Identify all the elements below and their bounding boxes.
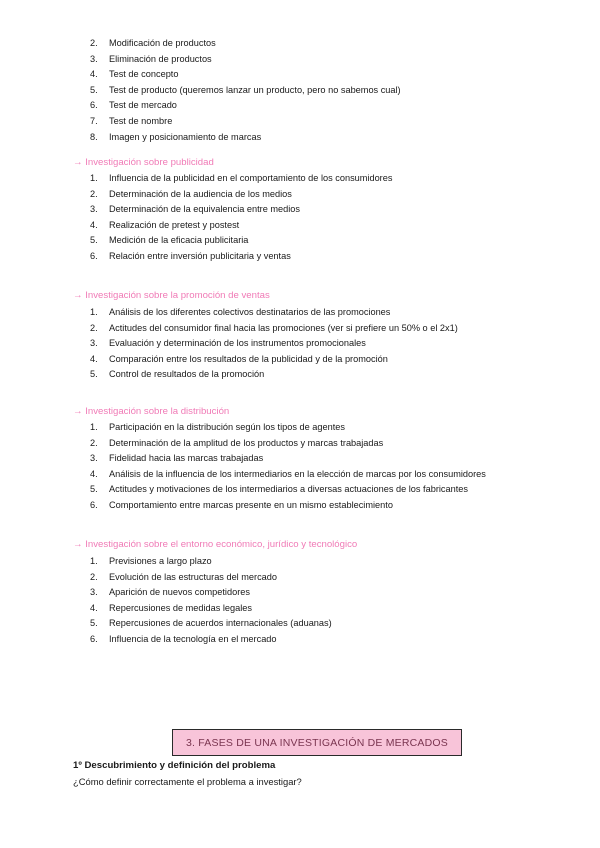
list-item-number: 2. — [90, 322, 98, 333]
list-item-number: 3. — [90, 53, 98, 64]
list-item — [0, 114, 600, 130]
list-item — [0, 467, 600, 483]
heading-entorno: → Investigación sobre el entorno económico, jurídico y tecnológico — [73, 539, 358, 550]
list-item — [0, 367, 600, 383]
list-item-text: Test de mercado — [109, 100, 177, 111]
list-item — [0, 570, 600, 586]
list-item-number: 3. — [90, 338, 98, 349]
list-item-number: 5. — [90, 618, 98, 629]
list-item — [0, 585, 600, 601]
list-item-text: Imagen y posicionamiento de marcas — [109, 131, 262, 142]
list-item-number: 4. — [90, 219, 98, 230]
phase-subtitle: 1º Descubrimiento y definición del problema — [73, 760, 276, 771]
list-item — [0, 352, 600, 368]
list-item-number: 6. — [90, 100, 98, 111]
list-item-text: Influencia de la tecnología en el mercado — [109, 633, 277, 644]
list-item-text: Actitudes del consumidor final hacia las promociones (ver si prefiere un 50% o el 2x1) — [109, 322, 458, 333]
list-item — [0, 601, 600, 617]
list-item-number: 2. — [90, 571, 98, 582]
list-item — [0, 202, 600, 218]
list-item — [0, 554, 600, 570]
list-item-number: 1. — [90, 173, 98, 183]
list-item-text: Test de producto (queremos lanzar un producto, pero no sabemos cual) — [109, 84, 401, 95]
heading-publicidad: → Investigación sobre publicidad — [73, 157, 214, 168]
list-item-text: Análisis de los diferentes colectivos destinatarios de las promociones — [109, 307, 391, 317]
list-item — [0, 632, 600, 648]
list-item — [0, 83, 600, 99]
phase-question: ¿Cómo definir correctamente el problema a investigar? — [73, 776, 302, 787]
list-item-text: Eliminación de productos — [109, 53, 212, 64]
list-item-text: Realización de pretest y postest — [109, 219, 240, 230]
section-title-box — [172, 729, 462, 756]
list-item-number: 6. — [90, 633, 98, 644]
list-item — [0, 482, 600, 498]
list-item — [0, 233, 600, 249]
list-item-text: Determinación de la audiencia de los medios — [109, 188, 292, 199]
list-item-number: 5. — [90, 484, 98, 495]
list-item-text: Fidelidad hacia las marcas trabajadas — [109, 453, 264, 464]
list-item-text: Relación entre inversión publicitaria y ventas — [109, 250, 291, 261]
list-item-text: Test de concepto — [109, 69, 179, 80]
list-item — [0, 336, 600, 352]
product-research-list — [0, 36, 600, 145]
list-item-text: Determinación de la equivalencia entre medios — [109, 204, 301, 215]
list-item-number: 4. — [90, 468, 98, 479]
list-item — [0, 130, 600, 146]
heading-distribucion: → Investigación sobre la distribución — [73, 406, 230, 417]
list-item-number: 1. — [90, 422, 98, 432]
list-item-number: 1. — [90, 556, 98, 566]
list-item — [0, 67, 600, 83]
list-item-number: 5. — [90, 84, 98, 95]
list-item — [0, 36, 600, 52]
list-item-number: 7. — [90, 115, 98, 126]
list-item — [0, 321, 600, 337]
list-item-text: Medición de la eficacia publicitaria — [109, 235, 249, 246]
list-item — [0, 187, 600, 203]
list-item — [0, 420, 600, 436]
list-item-text: Modificación de productos — [109, 38, 216, 48]
list-item — [0, 98, 600, 114]
list-item-number: 6. — [90, 499, 98, 510]
list-item-number: 4. — [90, 353, 98, 364]
list-item — [0, 171, 600, 187]
list-item — [0, 498, 600, 514]
list-item-text: Evaluación y determinación de los instrumentos promocionales — [109, 338, 366, 349]
list-item-number: 2. — [90, 437, 98, 448]
list-item-text: Influencia de la publicidad en el comportamiento de los consumidores — [109, 173, 393, 183]
list-item-number: 3. — [90, 453, 98, 464]
list-item-number: 5. — [90, 369, 98, 380]
list-item — [0, 305, 600, 321]
list-item — [0, 436, 600, 452]
publicidad-list — [0, 171, 600, 265]
list-item-number: 3. — [90, 204, 98, 215]
heading-promocion: → Investigación sobre la promoción de ventas — [73, 290, 270, 301]
list-item-number: 5. — [90, 235, 98, 246]
list-item-text: Actitudes y motivaciones de los intermediarios a diversas actuaciones de los fabricantes — [109, 484, 469, 495]
list-item-number: 4. — [90, 602, 98, 613]
list-item-number: 2. — [90, 38, 98, 48]
list-item-number: 4. — [90, 69, 98, 80]
entorno-list — [0, 554, 600, 648]
list-item — [0, 616, 600, 632]
list-item-text: Determinación de la amplitud de los productos y marcas trabajadas — [109, 437, 384, 448]
section-title: 3. FASES DE UNA INVESTIGACIÓN DE MERCADOS — [185, 736, 448, 749]
list-item-text: Repercusiones de acuerdos internacionales (aduanas) — [109, 618, 332, 629]
list-item-number: 2. — [90, 188, 98, 199]
list-item-text: Evolución de las estructuras del mercado — [109, 571, 278, 582]
list-item — [0, 249, 600, 265]
list-item-text: Previsiones a largo plazo — [109, 556, 212, 566]
list-item-text: Participación en la distribución según los tipos de agentes — [109, 422, 345, 432]
list-item-text: Comportamiento entre marcas presente en un mismo establecimiento — [109, 499, 393, 510]
list-item-text: Aparición de nuevos competidores — [109, 587, 250, 598]
list-item — [0, 52, 600, 68]
list-item-number: 1. — [90, 307, 98, 317]
list-item-text: Test de nombre — [109, 115, 173, 126]
distribucion-list — [0, 420, 600, 514]
list-item-text: Comparación entre los resultados de la publicidad y de la promoción — [109, 353, 388, 364]
list-item-number: 8. — [90, 131, 98, 142]
list-item — [0, 451, 600, 467]
list-item-text: Repercusiones de medidas legales — [109, 602, 253, 613]
list-item-text: Control de resultados de la promoción — [109, 369, 265, 380]
list-item-number: 3. — [90, 587, 98, 598]
list-item-text: Análisis de la influencia de los intermediarios en la elección de marcas por los consumidores — [109, 468, 486, 479]
list-item — [0, 218, 600, 234]
list-item-number: 6. — [90, 250, 98, 261]
promocion-list — [0, 305, 600, 383]
